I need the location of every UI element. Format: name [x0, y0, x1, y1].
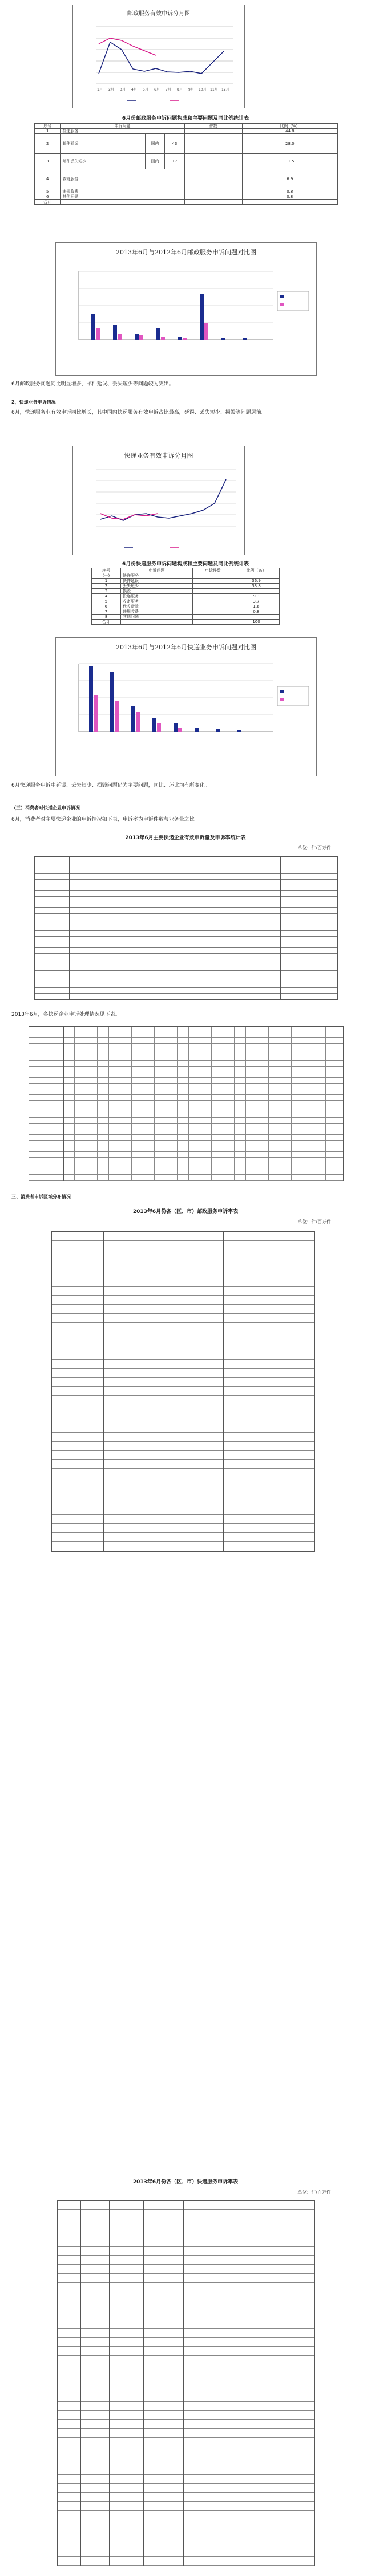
cell	[242, 200, 337, 205]
cell: 0.8	[233, 609, 280, 615]
cell: 3.7	[233, 599, 280, 604]
table-header-row	[35, 124, 338, 129]
cell: 其他问题	[61, 194, 184, 200]
chart-title: 邮政服务有效申诉分月图	[127, 11, 190, 17]
cell: 合计	[92, 620, 121, 625]
cell	[233, 589, 280, 594]
paragraph: 6月，消费者对主要快递企业的申诉情况如下表，申诉率为申诉件数与业务量之比。	[11, 817, 200, 823]
svg-text:12月: 12月	[221, 88, 229, 92]
table-row	[92, 604, 280, 609]
cell: 43	[165, 134, 184, 154]
cell: 8	[92, 615, 121, 620]
header-cell: 申诉问题	[121, 568, 193, 573]
express-issue-table	[91, 568, 280, 625]
chart-title: 2013年6月与2012年6月邮政服务申诉问题对比图	[116, 249, 256, 256]
table-row	[92, 589, 280, 594]
cell	[233, 615, 280, 620]
cell: 投递服务	[121, 594, 193, 599]
postal-monthly-chart	[72, 5, 245, 108]
cell: 5	[35, 189, 61, 194]
table-row	[35, 169, 338, 189]
svg-text:6月: 6月	[154, 88, 160, 92]
cell: 2	[92, 584, 121, 589]
cell: 快递服务	[121, 573, 193, 579]
table-row	[92, 573, 280, 579]
cell: 快件延误	[121, 579, 193, 584]
cell	[193, 609, 233, 615]
cell	[193, 584, 233, 589]
cell: 6.9	[242, 169, 337, 189]
cell: 代收货款	[121, 604, 193, 609]
cell: 3	[35, 154, 61, 169]
svg-text:3月: 3月	[120, 88, 126, 92]
cell	[184, 189, 242, 194]
paragraph: 2013年6月，各快递企业申诉处理情况见下表。	[11, 1012, 120, 1018]
svg-text:10月: 10月	[199, 88, 207, 92]
section-heading: （三）消费者对快递企业申诉情况	[11, 805, 80, 811]
cell: 其他问题	[121, 615, 193, 620]
table-row	[92, 609, 280, 615]
chart-title: 快递业务有效申诉分月图	[124, 452, 193, 459]
table2-title: 6月份快递服务申诉问题构成和主要问题及同比例统计表	[122, 561, 249, 567]
table-header-row	[92, 568, 280, 573]
table-row	[35, 189, 338, 194]
express-province-table	[57, 2200, 315, 2566]
cell: 邮件延误	[61, 134, 146, 154]
table-total-row	[35, 200, 338, 205]
cell: 4	[35, 169, 61, 189]
cell	[184, 194, 242, 200]
cell	[121, 620, 193, 625]
postal-monthly-plot	[73, 5, 244, 108]
cell	[233, 573, 280, 579]
unit-note: 单位：件/百万件	[297, 845, 331, 850]
cell	[184, 129, 242, 134]
cell: 邮件丢失短少	[61, 154, 146, 169]
svg-text:7月: 7月	[166, 88, 171, 92]
series-2012-line	[99, 38, 156, 55]
table5-title: 2013年6月份各（区、市）快递服务申诉率表	[132, 2179, 239, 2185]
unit-note: 单位：件/百万件	[297, 2190, 331, 2195]
cell: 违规收费	[121, 609, 193, 615]
section-heading: 2、快递业务申诉情况	[11, 400, 56, 405]
cell: 5	[92, 599, 121, 604]
table3-title: 2013年6月主要快递企业有效申诉量及申诉率统计表	[125, 835, 246, 841]
table-row	[92, 615, 280, 620]
section-heading: 三、消费者申诉区域分布情况	[11, 1194, 71, 1199]
cell	[61, 200, 184, 205]
cell: 1	[92, 579, 121, 584]
series-2013-line	[99, 42, 224, 74]
table-row	[92, 584, 280, 589]
express-compare-plot	[56, 638, 316, 776]
table4-title: 2013年6月份各（区、市）邮政服务申诉率表	[132, 1209, 239, 1215]
cell: 44.8	[242, 129, 337, 134]
cell: 1.6	[233, 604, 280, 609]
cell	[193, 599, 233, 604]
paragraph: 6月，快递服务业有效申诉同比增长，其中国内快递服务有效申诉占比最高，延误、丢失短少、损毁等问题居前。	[11, 410, 267, 416]
cell: 投递服务	[61, 129, 184, 134]
cell	[193, 579, 233, 584]
svg-text:11月: 11月	[210, 88, 218, 92]
cell: 33.8	[233, 584, 280, 589]
cell	[184, 154, 242, 169]
chart-title: 2013年6月与2012年6月快递业务申诉问题对比图	[116, 644, 256, 651]
cell	[193, 620, 233, 625]
cell: 17	[165, 154, 184, 169]
table-row	[35, 129, 338, 134]
header-cell: 申诉问题	[61, 124, 184, 129]
header-cell: 序号	[92, 568, 121, 573]
table-row	[92, 594, 280, 599]
cell	[193, 589, 233, 594]
series-2013-line	[100, 479, 226, 520]
cell: 国内	[145, 134, 164, 154]
cell: 0.8	[242, 194, 337, 200]
cell: 36.9	[233, 579, 280, 584]
svg-text:8月: 8月	[177, 88, 183, 92]
svg-text:4月: 4月	[131, 88, 137, 92]
cell: (一)	[92, 573, 121, 579]
cell: 收寄服务	[61, 169, 184, 189]
svg-text:2月: 2月	[108, 88, 114, 92]
postal-province-table	[51, 1231, 315, 1552]
cell	[193, 604, 233, 609]
express-compare-chart	[55, 637, 317, 776]
table-row	[35, 194, 338, 200]
cell: 合计	[35, 200, 61, 205]
cell	[193, 594, 233, 599]
cell: 1	[35, 129, 61, 134]
postal-compare-plot	[56, 243, 316, 375]
cell	[193, 573, 233, 579]
cell: 3	[92, 589, 121, 594]
cell: 6	[35, 194, 61, 200]
postal-issue-table	[34, 123, 338, 205]
bars-2012	[94, 695, 182, 732]
unit-note: 单位：件/百万件	[297, 1219, 331, 1224]
header-cell: 序号	[35, 124, 61, 129]
express-monthly-plot	[73, 446, 244, 555]
cell: 11.5	[242, 154, 337, 169]
svg-text:1月: 1月	[97, 88, 103, 92]
bars-2012	[96, 323, 208, 340]
cell: 损毁	[121, 589, 193, 594]
cell	[193, 615, 233, 620]
cell: 收寄服务	[121, 599, 193, 604]
company-table	[34, 856, 338, 1000]
table-row	[35, 134, 338, 154]
cell: 100	[233, 620, 280, 625]
cell: 28.0	[242, 134, 337, 154]
cell: 7	[92, 609, 121, 615]
table-total-row	[92, 620, 280, 625]
table-row	[92, 579, 280, 584]
cell	[184, 134, 242, 154]
cell: 国内	[145, 154, 164, 169]
table-row	[35, 154, 338, 169]
cell: 9.3	[233, 594, 280, 599]
header-cell: 申诉件数	[193, 568, 233, 573]
postal-compare-chart	[55, 242, 317, 376]
cell	[184, 169, 242, 189]
cell	[184, 200, 242, 205]
header-cell: 件数	[184, 124, 242, 129]
cell: 4	[92, 594, 121, 599]
paragraph: 6月邮政服务问题同比明显增多，邮件延误、丢失短少等问题较为突出。	[11, 381, 174, 387]
cell: 6	[92, 604, 121, 609]
table1-title: 6月份邮政服务申诉问题构成和主要问题及同比例统计表	[122, 116, 249, 121]
handling-table	[29, 1026, 344, 1181]
svg-text:9月: 9月	[188, 88, 194, 92]
cell: 丢失短少	[121, 584, 193, 589]
table-row	[92, 599, 280, 604]
cell: 0.8	[242, 189, 337, 194]
express-monthly-chart	[72, 446, 245, 555]
cell: 2	[35, 134, 61, 154]
header-cell: 比例（%）	[242, 124, 337, 129]
bars-2013	[91, 294, 247, 340]
paragraph: 6月快递服务申诉中延误、丢失短少、损毁问题仍为主要问题，同比、环比均有所变化。	[11, 783, 210, 788]
bars-2013	[89, 666, 241, 732]
cell: 违规收费	[61, 189, 184, 194]
svg-text:5月: 5月	[143, 88, 148, 92]
header-cell: 比例（%）	[233, 568, 280, 573]
